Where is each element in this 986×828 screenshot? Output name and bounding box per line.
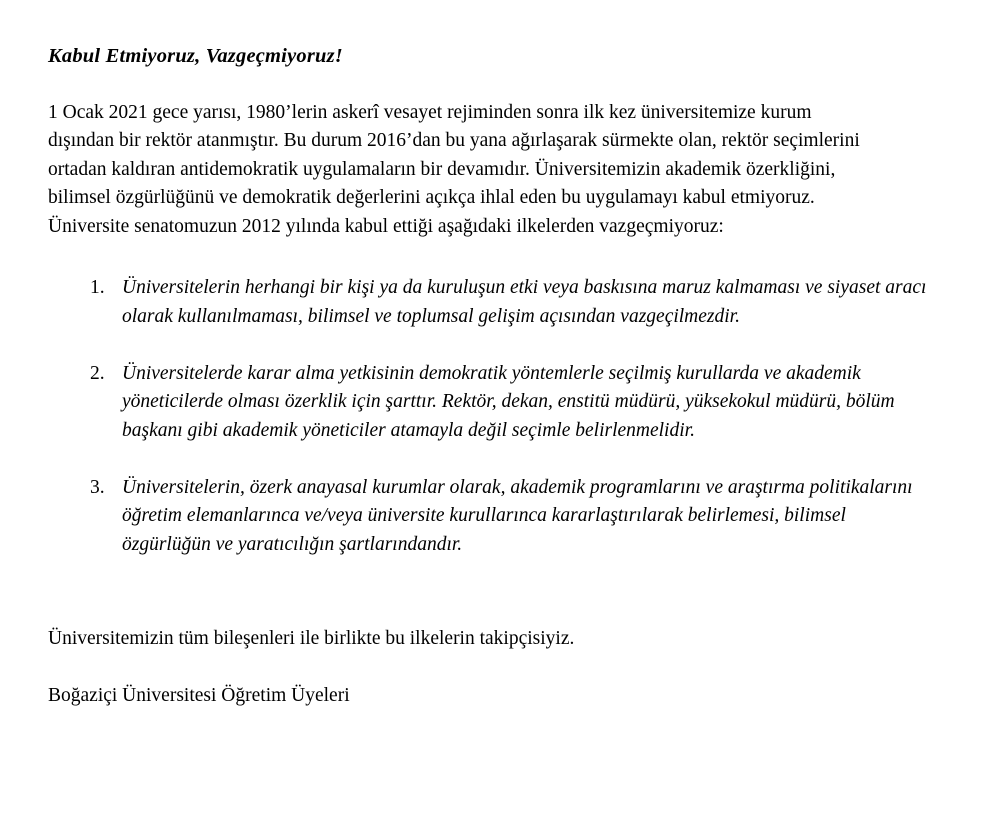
list-item-text: Üniversitelerin, özerk anayasal kurumlar olarak, akademik programlarını ve araştırma politikalarını öğretim elemanlarınca ve/veya üniversite kurullarınca kararlaştırılarak belirlemesi, bilimsel özgürlüğün ve yaratıcılığın şartlarındandır. [122, 476, 913, 555]
list-item [90, 274, 938, 331]
intro-paragraph: 1 Ocak 2021 gece yarısı, 1980’lerin askerî vesayet rejiminden sonra ilk kez üniversitemize kurum dışından bir rektör atanmıştır. Bu durum 2016’dan bu yana ağırlaşarak sürmekte olan, rektör seçimlerini ortadan kaldıran antidemokratik uygulamaların bir devamıdır. Üniversitemizin akademik özerkliğini, bilimsel özgürlüğünü ve demokratik değerlerini açıkça ihlal eden bu uygulamayı kabul etmiyoruz. Üniversite senatomuzun 2012 yılında kabul ettiği aşağıdaki ilkelerden vazgeçmiyoruz: [48, 101, 860, 237]
closing-statement: Üniversitemizin tüm bileşenleri ile birlikte bu ilkelerin takipçisiyiz. [48, 628, 575, 649]
list-item [90, 360, 938, 446]
signature-line: Boğaziçi Üniversitesi Öğretim Üyeleri [48, 684, 350, 706]
principles-list [48, 274, 938, 559]
list-item-text: Üniversitelerde karar alma yetkisinin demokratik yöntemlerle seçilmiş kurullarda ve akademik yöneticilerde olması özerklik için şarttır. Rektör, dekan, enstitü müdürü, yüksekokul müdürü, bölüm başkanı gibi akademik yöneticiler atamayla değil seçimle belirlenmelidir. [122, 362, 895, 441]
list-item [90, 474, 938, 560]
list-item-number: 3. [90, 476, 105, 498]
list-item-number: 1. [90, 277, 105, 298]
document-title: Kabul Etmiyoruz, Vazgeçmiyoruz! [48, 45, 343, 67]
list-item-text: Üniversitelerin herhangi bir kişi ya da kuruluşun etki veya baskısına maruz kalmaması ve siyaset aracı olarak kullanılmaması, bilimsel ve toplumsal gelişim açısından vazgeçilmezdir. [122, 277, 927, 327]
list-item-number: 2. [90, 362, 105, 384]
